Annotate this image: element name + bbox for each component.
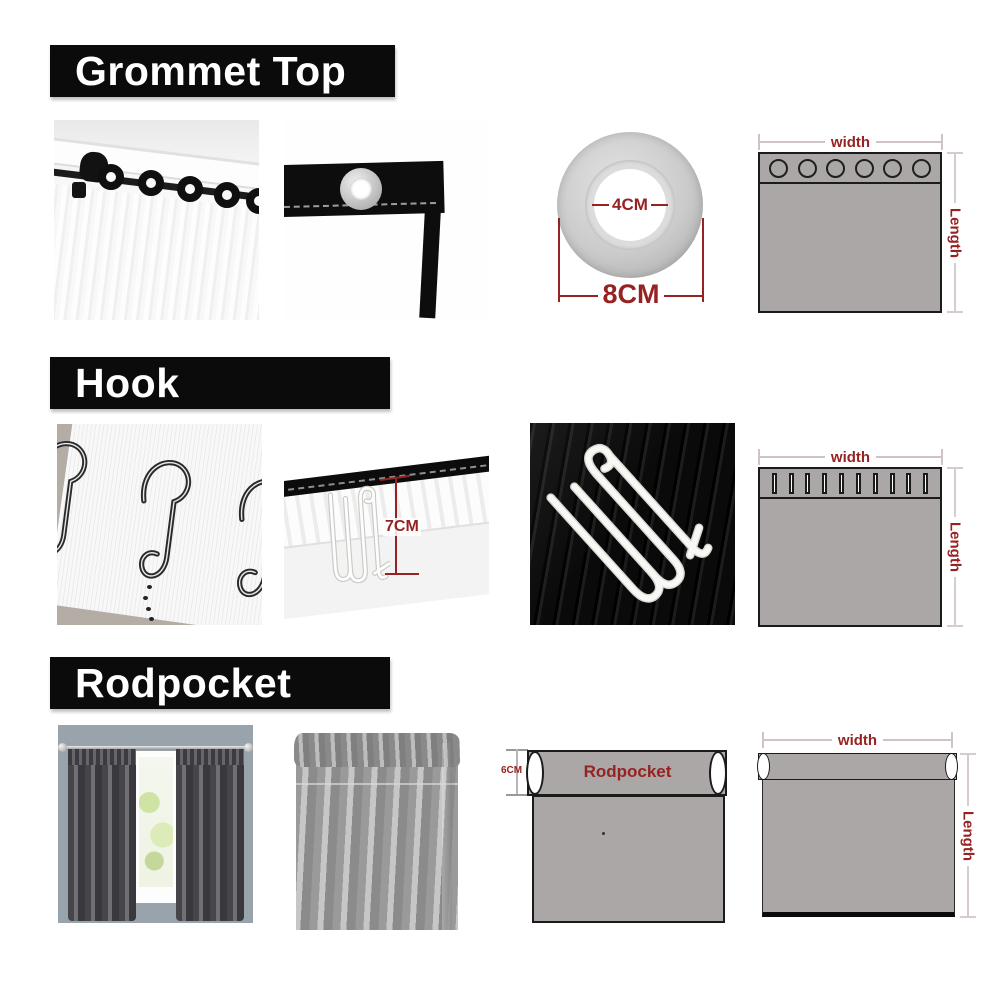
measure-line bbox=[760, 456, 825, 458]
hook-slot bbox=[856, 473, 861, 494]
hook-slot bbox=[890, 473, 895, 494]
hook-slot bbox=[789, 473, 794, 494]
length-measure bbox=[944, 467, 966, 627]
measure-line bbox=[558, 295, 598, 297]
measure-tick bbox=[947, 311, 963, 313]
hook-slot bbox=[839, 473, 844, 494]
rod-pocket-tube bbox=[758, 753, 957, 780]
measure-line bbox=[967, 755, 969, 806]
grommet-circle bbox=[798, 159, 817, 178]
measure-line bbox=[954, 154, 956, 203]
width-measure bbox=[762, 730, 953, 750]
grommet-circle bbox=[826, 159, 845, 178]
rodpocket-size-diagram bbox=[755, 725, 998, 925]
tape-depth-label: 7CM bbox=[385, 518, 419, 535]
hook-slot bbox=[873, 473, 878, 494]
measure-line bbox=[760, 141, 825, 143]
outer-diameter-label: 8CM bbox=[602, 279, 660, 309]
black-edge-trim bbox=[419, 212, 441, 319]
photo-hook-tape-closeup bbox=[284, 424, 489, 630]
s-hook-icon bbox=[135, 448, 197, 598]
pocket-seam bbox=[296, 783, 458, 785]
hook-slot-strip bbox=[760, 469, 940, 499]
length-measure bbox=[957, 753, 979, 918]
measure-line bbox=[876, 456, 941, 458]
gathered-top-right bbox=[176, 749, 244, 765]
pleat-hook-icon bbox=[530, 423, 729, 625]
photo-grommet-closeup bbox=[284, 120, 486, 320]
side-hem bbox=[442, 743, 452, 930]
measure-tick bbox=[951, 732, 953, 748]
grommet-hole bbox=[350, 178, 372, 200]
width-label: width bbox=[837, 731, 878, 749]
photo-rodpocket-closeup bbox=[284, 725, 489, 930]
grommet-circle bbox=[912, 159, 931, 178]
grommet-circle bbox=[855, 159, 874, 178]
tube-end-left bbox=[757, 753, 770, 780]
section-title-grommet-top: Grommet Top bbox=[50, 45, 395, 97]
gathered-top-left bbox=[68, 749, 136, 765]
measure-tick bbox=[941, 449, 943, 465]
grommet-ring-diagram bbox=[545, 126, 725, 316]
tube-end-left bbox=[526, 751, 544, 795]
hook-slot bbox=[923, 473, 928, 494]
tube-end-right bbox=[709, 751, 727, 795]
measure-line bbox=[876, 141, 941, 143]
width-measure bbox=[758, 132, 943, 152]
measure-arm-right bbox=[702, 218, 704, 302]
curtain-panel-right bbox=[176, 749, 244, 921]
width-label: width bbox=[830, 448, 871, 466]
length-label: Length bbox=[959, 810, 977, 861]
pocket-depth-label: 6CM bbox=[501, 765, 523, 776]
window-view-greenery bbox=[139, 757, 173, 887]
measure-tick bbox=[506, 794, 528, 796]
photo-pleat-hook bbox=[530, 423, 735, 625]
grommet-ring bbox=[214, 182, 240, 208]
rod-finial bbox=[58, 743, 67, 752]
grommet-size-diagram bbox=[750, 128, 968, 320]
hook-slot bbox=[822, 473, 827, 494]
hook-size-diagram bbox=[750, 443, 968, 633]
rod-bracket bbox=[72, 182, 86, 198]
pocket-label: Rodpocket bbox=[583, 762, 672, 781]
s-hook-icon bbox=[57, 432, 93, 572]
rodpocket-diagram bbox=[500, 745, 735, 930]
measure-tick bbox=[385, 573, 419, 575]
inner-diameter-measure bbox=[580, 196, 680, 214]
s-hook-icon bbox=[233, 464, 262, 619]
measure-line bbox=[954, 577, 956, 625]
measure-line bbox=[883, 739, 951, 741]
ruffled-pocket-top bbox=[294, 733, 460, 767]
length-label: Length bbox=[946, 522, 964, 572]
measure-dash bbox=[592, 204, 609, 206]
rod-finial bbox=[244, 743, 253, 752]
grommet-circle bbox=[883, 159, 902, 178]
curtain-body bbox=[296, 743, 458, 930]
measure-tick bbox=[947, 625, 963, 627]
width-label: width bbox=[830, 133, 871, 151]
hook-slot bbox=[805, 473, 810, 494]
hook-slot bbox=[772, 473, 777, 494]
measure-line bbox=[764, 739, 832, 741]
photo-hook-curtain bbox=[57, 424, 262, 625]
dot bbox=[602, 832, 605, 835]
measure-line bbox=[954, 263, 956, 312]
curtain-panel-shape bbox=[758, 152, 942, 313]
measure-tick bbox=[941, 134, 943, 150]
measure-dash bbox=[651, 204, 668, 206]
measure-arm-left bbox=[558, 218, 560, 302]
length-label: Length bbox=[946, 207, 964, 258]
dot bbox=[149, 617, 154, 621]
hook-slot bbox=[906, 473, 911, 494]
grommet-ring bbox=[177, 176, 203, 202]
curtain-panel-shape bbox=[758, 467, 942, 627]
section-title-rodpocket: Rodpocket bbox=[50, 657, 390, 709]
grommet-circle bbox=[769, 159, 788, 178]
section-title-hook: Hook bbox=[50, 357, 390, 409]
width-measure bbox=[758, 447, 943, 467]
dot bbox=[146, 607, 151, 611]
measure-line bbox=[954, 469, 956, 517]
measure-line bbox=[967, 866, 969, 917]
curtain-panel-left bbox=[68, 749, 136, 921]
grommet-ring bbox=[98, 164, 124, 190]
photo-grommet-curtain bbox=[54, 120, 259, 320]
grommet-strip bbox=[760, 154, 940, 184]
curtain-panel-shape bbox=[532, 795, 725, 923]
length-measure bbox=[944, 152, 966, 313]
curtain-panel-shape bbox=[762, 780, 955, 917]
measure-tick bbox=[960, 916, 976, 918]
pleat-hook-icon bbox=[320, 474, 392, 596]
inner-diameter-label: 4CM bbox=[612, 195, 648, 214]
grommet-ring bbox=[138, 170, 164, 196]
photo-rodpocket-window bbox=[58, 725, 253, 923]
measure-line bbox=[664, 295, 704, 297]
